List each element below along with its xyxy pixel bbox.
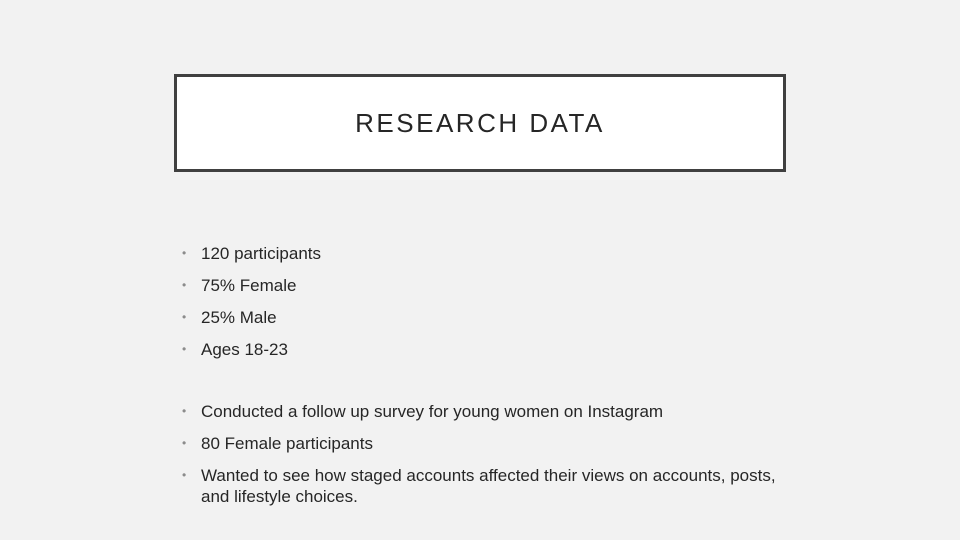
bullet-icon: •: [182, 436, 187, 450]
list-item: [182, 401, 782, 422]
bullet-icon: •: [182, 246, 187, 260]
list-item: [182, 339, 782, 360]
bullet-text: Wanted to see how staged accounts affected their views on accounts, posts, and lifestyle choices.: [201, 466, 776, 506]
bullet-icon: •: [182, 468, 187, 482]
bullet-text: 25% Male: [201, 308, 277, 327]
bullet-text: Conducted a follow up survey for young women on Instagram: [201, 402, 664, 421]
list-item: [182, 275, 782, 296]
bullet-text: 75% Female: [201, 276, 297, 295]
bullet-text: Ages 18-23: [201, 340, 288, 359]
slide-title: RESEARCH DATA: [355, 107, 605, 138]
bullet-icon: •: [182, 342, 187, 356]
bullet-text: 120 participants: [201, 244, 322, 263]
title-box: [174, 74, 786, 172]
bullet-icon: •: [182, 310, 187, 324]
bullet-icon: •: [182, 404, 187, 418]
bullet-icon: •: [182, 278, 187, 292]
list-item: [182, 465, 782, 507]
bullet-text: 80 Female participants: [201, 434, 373, 453]
list-item: [182, 243, 782, 264]
list-item: [182, 433, 782, 454]
bullet-list-survey: [182, 401, 782, 518]
bullet-list-participants: [182, 243, 782, 371]
list-item: [182, 307, 782, 328]
